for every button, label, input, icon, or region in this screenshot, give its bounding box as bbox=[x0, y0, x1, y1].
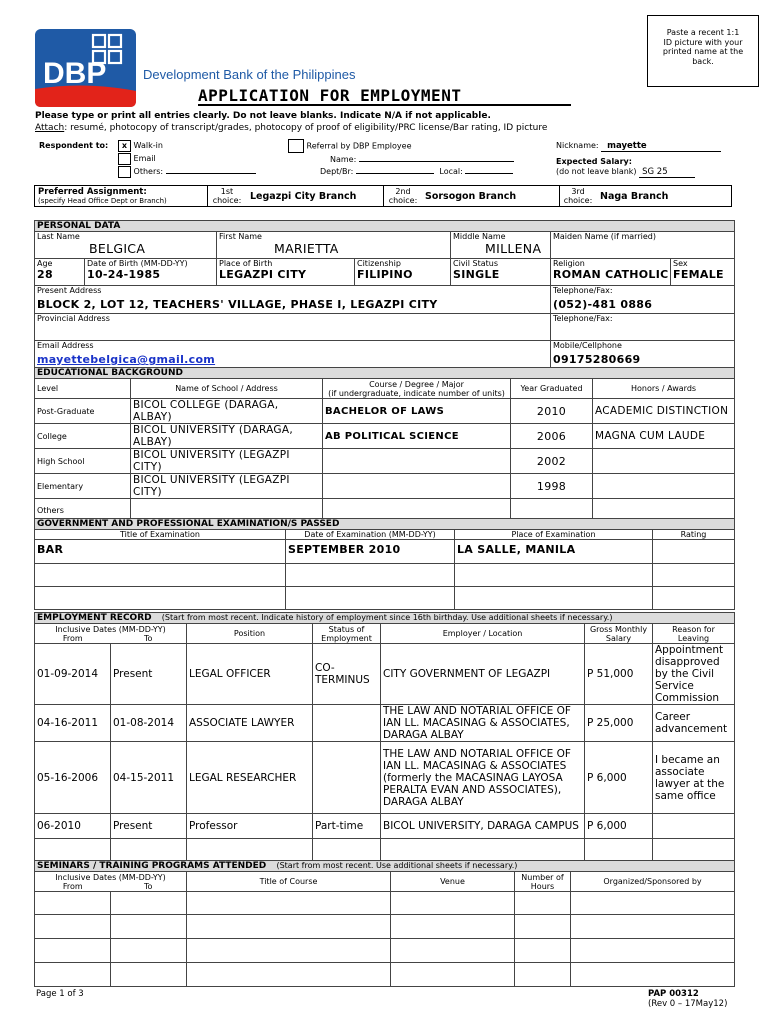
table-row bbox=[35, 644, 735, 705]
referral-local-field[interactable] bbox=[465, 173, 513, 174]
sem-org[interactable] bbox=[571, 892, 735, 915]
edu-level: Post-Graduate bbox=[35, 399, 131, 424]
table-row bbox=[35, 424, 735, 449]
sem-title[interactable] bbox=[187, 892, 391, 915]
sem-to[interactable] bbox=[111, 915, 187, 939]
photo-box[interactable] bbox=[647, 15, 759, 87]
emp-reason[interactable]: Career advancement bbox=[653, 705, 735, 742]
edu-course[interactable] bbox=[323, 474, 511, 499]
emp-status[interactable] bbox=[313, 742, 381, 814]
form-title: APPLICATION FOR EMPLOYMENT bbox=[198, 86, 462, 105]
preferred-assignment-box bbox=[34, 185, 732, 207]
emp-salary[interactable]: P 25,000 bbox=[585, 705, 653, 742]
sem-org[interactable] bbox=[571, 915, 735, 939]
sem-header-hours-l1: Number of bbox=[521, 872, 564, 882]
table-row bbox=[35, 814, 735, 839]
walkin-checkbox[interactable]: x bbox=[118, 140, 131, 152]
emp-to[interactable]: 04-15-2011 bbox=[111, 742, 187, 814]
sem-title[interactable] bbox=[187, 963, 391, 987]
table-row bbox=[35, 892, 735, 915]
referral-name-field[interactable] bbox=[359, 161, 514, 162]
edu-year[interactable]: 1998 bbox=[511, 474, 593, 499]
pob-cell[interactable] bbox=[217, 259, 355, 286]
emp-from[interactable]: 05-16-2006 bbox=[35, 742, 111, 814]
emp-header-status-l2: Employment bbox=[321, 633, 372, 643]
exam-header-title: Title of Examination bbox=[35, 530, 286, 540]
edu-course[interactable]: AB POLITICAL SCIENCE bbox=[323, 424, 511, 449]
dob-value: 10-24-1985 bbox=[87, 268, 161, 281]
attach-label: Attach bbox=[35, 123, 65, 133]
emp-status[interactable] bbox=[313, 705, 381, 742]
middle-name-label: Middle Name bbox=[453, 232, 506, 241]
emp-header-salary-l2: Salary bbox=[605, 633, 632, 643]
divider bbox=[207, 186, 208, 206]
personal-data-table bbox=[34, 220, 735, 368]
sem-venue[interactable] bbox=[391, 939, 515, 963]
sem-header-org: Organized/Sponsored by bbox=[571, 872, 735, 892]
middle-name-cell[interactable] bbox=[451, 232, 551, 259]
emp-position[interactable]: LEGAL OFFICER bbox=[187, 644, 313, 705]
emp-position[interactable]: Professor bbox=[187, 814, 313, 839]
dob-cell[interactable] bbox=[85, 259, 217, 286]
provincial-address-label: Provincial Address bbox=[37, 314, 110, 323]
sem-header-from: From bbox=[62, 881, 83, 891]
edu-year[interactable]: 2010 bbox=[511, 399, 593, 424]
emp-employer[interactable]: THE LAW AND NOTARIAL OFFICE OF IAN LL. MACASINAG & ASSOCIATES (formerly the MACASINAG LAYOSA PERALTA EVAN AND ASSOCIATES), DARAGA ALBAY bbox=[381, 742, 585, 814]
respondent-options bbox=[118, 139, 256, 178]
edu-header-honors: Honors / Awards bbox=[593, 379, 735, 399]
sex-label: Sex bbox=[673, 259, 688, 268]
sem-header-dates-label: Inclusive Dates (MM-DD-YY) bbox=[55, 872, 166, 882]
table-row bbox=[35, 449, 735, 474]
emp-to[interactable]: 01-08-2014 bbox=[111, 705, 187, 742]
exam-title[interactable]: BAR bbox=[35, 540, 286, 564]
sem-from[interactable] bbox=[35, 892, 111, 915]
last-name-value: BELGICA bbox=[89, 241, 146, 256]
emp-salary[interactable]: P 6,000 bbox=[585, 742, 653, 814]
telephone2-cell[interactable] bbox=[551, 314, 735, 341]
third-choice-label bbox=[562, 187, 594, 205]
sem-to[interactable] bbox=[111, 939, 187, 963]
emp-status[interactable] bbox=[313, 839, 381, 861]
sem-from[interactable] bbox=[35, 915, 111, 939]
telephone-cell[interactable] bbox=[551, 286, 735, 314]
telephone-label: Telephone/Fax: bbox=[553, 286, 613, 295]
walkin-label: Walk-in bbox=[133, 141, 163, 150]
assignment-sublabel: (specify Head Office Dept or Branch) bbox=[38, 197, 167, 205]
exam-rating[interactable] bbox=[653, 587, 735, 610]
salary-note: (do not leave blank) bbox=[556, 167, 637, 176]
sem-org[interactable] bbox=[571, 939, 735, 963]
exam-place[interactable] bbox=[455, 564, 653, 587]
sem-header-venue: Venue bbox=[391, 872, 515, 892]
referral-dept-row bbox=[320, 167, 513, 176]
table-row bbox=[35, 839, 735, 861]
emp-header-reason-l1: Reason for bbox=[672, 624, 715, 634]
third-choice-value[interactable]: Naga Branch bbox=[600, 191, 669, 202]
second-choice-l1: 2nd bbox=[395, 187, 411, 196]
emp-header-from: From bbox=[62, 633, 83, 643]
edu-honors[interactable]: MAGNA CUM LAUDE bbox=[593, 424, 735, 449]
sem-venue[interactable] bbox=[391, 963, 515, 987]
sem-venue[interactable] bbox=[391, 892, 515, 915]
civil-status-value: SINGLE bbox=[453, 268, 500, 281]
edu-header-course-l2: (if undergraduate, indicate number of units) bbox=[328, 388, 505, 398]
sem-hours[interactable] bbox=[515, 939, 571, 963]
religion-label: Religion bbox=[553, 259, 585, 268]
edu-header-year: Year Graduated bbox=[511, 379, 593, 399]
exam-header-date: Date of Examination (MM-DD-YY) bbox=[286, 530, 455, 540]
edu-header-school: Name of School / Address bbox=[131, 379, 323, 399]
edu-level: High School bbox=[35, 449, 131, 474]
emp-reason[interactable]: I became an associate lawyer at the same office bbox=[653, 742, 735, 814]
table-row bbox=[35, 915, 735, 939]
table-row bbox=[35, 705, 735, 742]
salary-label: Expected Salary: bbox=[556, 157, 632, 166]
nickname-field[interactable] bbox=[601, 141, 721, 152]
salary-value: SG 25 bbox=[642, 167, 668, 177]
referral-group bbox=[288, 139, 412, 153]
nickname-value: mayette bbox=[607, 141, 647, 151]
provincial-address-cell[interactable] bbox=[35, 314, 551, 341]
emp-header-to: To bbox=[144, 633, 153, 643]
instructions: Please type or print all entries clearly. Do not leave blanks. Indicate N/A if not applicable. bbox=[35, 111, 491, 121]
edu-course[interactable]: BACHELOR OF LAWS bbox=[323, 399, 511, 424]
sem-header-to: To bbox=[144, 881, 153, 891]
exam-header-rating: Rating bbox=[653, 530, 735, 540]
seminars-header-bar bbox=[35, 861, 735, 872]
form-revision: (Rev 0 – 17May12) bbox=[648, 999, 728, 1009]
exams-section-title: GOVERNMENT AND PROFESSIONAL EXAMINATION/S PASSED bbox=[35, 519, 735, 530]
edu-honors[interactable] bbox=[593, 449, 735, 474]
edu-header-level: Level bbox=[35, 379, 131, 399]
emp-to[interactable]: Present bbox=[111, 644, 187, 705]
edu-school[interactable]: BICOL UNIVERSITY (DARAGA, ALBAY) bbox=[131, 424, 323, 449]
title-underline bbox=[198, 104, 571, 106]
emp-from[interactable]: 06-2010 bbox=[35, 814, 111, 839]
emp-header-employer: Employer / Location bbox=[381, 624, 585, 644]
table-row bbox=[35, 540, 735, 564]
table-row bbox=[35, 742, 735, 814]
emp-salary[interactable] bbox=[585, 839, 653, 861]
emp-reason[interactable] bbox=[653, 839, 735, 861]
table-row bbox=[35, 474, 735, 499]
emp-header-status-l1: Status of bbox=[328, 624, 365, 634]
divider bbox=[559, 186, 560, 206]
first-name-value: MARIETTA bbox=[274, 241, 339, 256]
bank-name: Development Bank of the Philippines bbox=[143, 67, 356, 82]
nickname-label: Nickname: bbox=[556, 141, 599, 150]
emp-position[interactable] bbox=[187, 839, 313, 861]
seminars-section-title: SEMINARS / TRAINING PROGRAMS ATTENDED bbox=[37, 861, 267, 871]
emp-header-reason-l2: Leaving bbox=[677, 633, 710, 643]
referral-dept-field[interactable] bbox=[356, 173, 434, 174]
seminars-table bbox=[34, 860, 735, 987]
dob-label: Date of Birth (MM-DD-YY) bbox=[87, 259, 188, 268]
employment-header-bar bbox=[35, 613, 735, 624]
sem-venue[interactable] bbox=[391, 915, 515, 939]
edu-year[interactable]: 2002 bbox=[511, 449, 593, 474]
dbp-logo bbox=[35, 29, 136, 107]
maiden-name-label: Maiden Name (if married) bbox=[553, 232, 656, 241]
emp-position[interactable]: ASSOCIATE LAWYER bbox=[187, 705, 313, 742]
attach-text: : resumé, photocopy of transcript/grades, photocopy of proof of eligibility/PRC license/Bar rating, ID picture bbox=[64, 123, 548, 133]
emp-header-position: Position bbox=[187, 624, 313, 644]
present-address-label: Present Address bbox=[37, 286, 102, 295]
edu-level: College bbox=[35, 424, 131, 449]
sem-to[interactable] bbox=[111, 963, 187, 987]
mobile-value: 09175280669 bbox=[553, 353, 641, 366]
edu-course[interactable] bbox=[323, 449, 511, 474]
edu-header-course-l1: Course / Degree / Major bbox=[369, 379, 464, 389]
education-table bbox=[34, 367, 735, 523]
emp-position[interactable]: LEGAL RESEARCHER bbox=[187, 742, 313, 814]
sem-header-title: Title of Course bbox=[187, 872, 391, 892]
last-name-label: Last Name bbox=[37, 232, 80, 241]
referral-checkbox[interactable] bbox=[288, 139, 304, 153]
civil-status-cell[interactable] bbox=[451, 259, 551, 286]
second-choice-value[interactable]: Sorsogon Branch bbox=[425, 191, 517, 202]
exam-rating[interactable] bbox=[653, 564, 735, 587]
form-code: PAP 00312 bbox=[648, 989, 699, 999]
last-name-cell[interactable] bbox=[35, 232, 217, 259]
first-choice-label bbox=[211, 187, 243, 205]
emp-employer[interactable] bbox=[381, 839, 585, 861]
sex-value: FEMALE bbox=[673, 268, 724, 281]
emp-header-dates bbox=[35, 624, 187, 644]
maiden-name-cell[interactable] bbox=[551, 232, 735, 259]
emp-status[interactable]: Part-time bbox=[313, 814, 381, 839]
exam-title[interactable] bbox=[35, 587, 286, 610]
second-choice-label bbox=[387, 187, 419, 205]
referral-label: Referral by DBP Employee bbox=[306, 141, 412, 151]
sem-header-dates bbox=[35, 872, 187, 892]
first-name-label: First Name bbox=[219, 232, 262, 241]
employment-section-title: EMPLOYMENT RECORD bbox=[37, 613, 152, 623]
exam-rating[interactable] bbox=[653, 540, 735, 564]
photo-note: Paste a recent 1:1 ID picture with your printed name at the back. bbox=[662, 28, 744, 66]
assignment-label: Preferred Assignment: bbox=[38, 187, 147, 197]
exam-title[interactable] bbox=[35, 564, 286, 587]
table-row bbox=[35, 399, 735, 424]
second-choice-l2: choice: bbox=[388, 196, 418, 205]
first-name-cell[interactable] bbox=[217, 232, 451, 259]
exam-date[interactable] bbox=[286, 587, 455, 610]
email-value[interactable]: mayettebelgica@gmail.com bbox=[37, 353, 216, 366]
mobile-label: Mobile/Cellphone bbox=[553, 341, 622, 350]
edu-year[interactable]: 2006 bbox=[511, 424, 593, 449]
nickname-row bbox=[556, 141, 721, 152]
citizenship-value: FILIPINO bbox=[357, 268, 413, 281]
citizenship-label: Citizenship bbox=[357, 259, 401, 268]
edu-honors[interactable]: ACADEMIC DISTINCTION bbox=[593, 399, 735, 424]
first-choice-l2: choice: bbox=[212, 196, 242, 205]
emp-to[interactable] bbox=[111, 839, 187, 861]
pob-value: LEGAZPI CITY bbox=[219, 268, 307, 281]
age-label: Age bbox=[37, 259, 53, 268]
employment-table bbox=[34, 612, 735, 861]
exam-place[interactable] bbox=[455, 587, 653, 610]
exam-date[interactable]: SEPTEMBER 2010 bbox=[286, 540, 455, 564]
present-address-value: BLOCK 2, LOT 12, TEACHERS' VILLAGE, PHASE I, LEGAZPI CITY bbox=[37, 298, 438, 311]
referral-name-row bbox=[330, 155, 514, 164]
edu-level: Elementary bbox=[35, 474, 131, 499]
emp-status[interactable]: CO-TERMINUS bbox=[313, 644, 381, 705]
sex-cell[interactable] bbox=[671, 259, 735, 286]
emp-salary[interactable]: P 51,000 bbox=[585, 644, 653, 705]
pob-label: Place of Birth bbox=[219, 259, 273, 268]
edu-school[interactable]: BICOL UNIVERSITY (LEGAZPI CITY) bbox=[131, 474, 323, 499]
edu-header-course bbox=[323, 379, 511, 399]
civil-status-label: Civil Status bbox=[453, 259, 499, 268]
respondent-label: Respondent to: bbox=[39, 141, 109, 150]
emp-employer[interactable]: THE LAW AND NOTARIAL OFFICE OF IAN LL. MACASINAG & ASSOCIATES, DARAGA ALBAY bbox=[381, 705, 585, 742]
first-choice-l1: 1st bbox=[220, 187, 234, 196]
middle-name-value: MILLENA bbox=[485, 241, 542, 256]
table-row bbox=[35, 587, 735, 610]
age-cell[interactable] bbox=[35, 259, 85, 286]
referral-local-label: Local: bbox=[439, 167, 463, 176]
sem-from[interactable] bbox=[35, 939, 111, 963]
edu-school[interactable]: BICOL UNIVERSITY (LEGAZPI CITY) bbox=[131, 449, 323, 474]
third-choice-l1: 3rd bbox=[571, 187, 585, 196]
mobile-cell[interactable] bbox=[551, 341, 735, 368]
sem-hours[interactable] bbox=[515, 892, 571, 915]
emp-header-salary bbox=[585, 624, 653, 644]
telephone2-label: Telephone/Fax: bbox=[553, 314, 613, 323]
employment-note: (Start from most recent. Indicate history of employment since 16th birthday. Use additional sheets if necessary.) bbox=[161, 613, 613, 622]
divider bbox=[383, 186, 384, 206]
email-label: Email bbox=[133, 154, 156, 163]
attach-line bbox=[35, 123, 547, 133]
sem-org[interactable] bbox=[571, 963, 735, 987]
emp-employer[interactable]: BICOL UNIVERSITY, DARAGA CAMPUS bbox=[381, 814, 585, 839]
page-number: Page 1 of 3 bbox=[36, 989, 84, 999]
sem-hours[interactable] bbox=[515, 963, 571, 987]
exam-place[interactable]: LA SALLE, MANILA bbox=[455, 540, 653, 564]
email-cell[interactable] bbox=[35, 341, 551, 368]
emp-header-dates-label: Inclusive Dates (MM-DD-YY) bbox=[55, 624, 166, 634]
sem-title[interactable] bbox=[187, 915, 391, 939]
sem-hours[interactable] bbox=[515, 915, 571, 939]
sem-to[interactable] bbox=[111, 892, 187, 915]
table-row bbox=[35, 939, 735, 963]
personal-section-title: PERSONAL DATA bbox=[35, 221, 735, 232]
third-choice-l2: choice: bbox=[563, 196, 593, 205]
emp-salary[interactable]: P 6,000 bbox=[585, 814, 653, 839]
emp-reason[interactable] bbox=[653, 814, 735, 839]
exams-table bbox=[34, 518, 735, 610]
telephone-value: (052)-481 0886 bbox=[553, 298, 653, 311]
others-label: Others: bbox=[133, 167, 164, 176]
table-row bbox=[35, 564, 735, 587]
emp-header-status bbox=[313, 624, 381, 644]
education-section-title: EDUCATIONAL BACKGROUND bbox=[35, 368, 735, 379]
emp-from[interactable]: 04-16-2011 bbox=[35, 705, 111, 742]
others-checkbox[interactable] bbox=[118, 166, 131, 178]
edu-school[interactable]: BICOL COLLEGE (DARAGA, ALBAY) bbox=[131, 399, 323, 424]
edu-level: Others bbox=[35, 499, 131, 523]
salary-field[interactable] bbox=[639, 167, 695, 178]
sem-header-hours bbox=[515, 872, 571, 892]
referral-dept-label: Dept/Br: bbox=[320, 167, 354, 176]
email-checkbox[interactable] bbox=[118, 153, 131, 165]
sem-from[interactable] bbox=[35, 963, 111, 987]
exam-date[interactable] bbox=[286, 564, 455, 587]
first-choice-value[interactable]: Legazpi City Branch bbox=[250, 191, 357, 202]
sem-title[interactable] bbox=[187, 939, 391, 963]
email-label: Email Address bbox=[37, 341, 94, 350]
present-address-cell[interactable] bbox=[35, 286, 551, 314]
emp-reason[interactable]: Appointment disapproved by the Civil Service Commission bbox=[653, 644, 735, 705]
emp-to[interactable]: Present bbox=[111, 814, 187, 839]
others-field[interactable] bbox=[166, 173, 256, 174]
emp-header-salary-l1: Gross Monthly bbox=[589, 624, 648, 634]
table-row bbox=[35, 963, 735, 987]
emp-header-reason bbox=[653, 624, 735, 644]
referral-name-label: Name: bbox=[330, 155, 357, 164]
emp-employer[interactable]: CITY GOVERNMENT OF LEGAZPI bbox=[381, 644, 585, 705]
seminars-note: (Start from most recent. Use additional sheets if necessary.) bbox=[276, 861, 518, 870]
emp-from[interactable] bbox=[35, 839, 111, 861]
religion-value: ROMAN CATHOLIC bbox=[553, 268, 669, 281]
exam-header-place: Place of Examination bbox=[455, 530, 653, 540]
age-value: 28 bbox=[37, 268, 53, 281]
svg-text:DBP: DBP bbox=[43, 57, 107, 90]
sem-header-hours-l2: Hours bbox=[530, 881, 555, 891]
citizenship-cell[interactable] bbox=[355, 259, 451, 286]
edu-honors[interactable] bbox=[593, 474, 735, 499]
emp-from[interactable]: 01-09-2014 bbox=[35, 644, 111, 705]
religion-cell[interactable] bbox=[551, 259, 671, 286]
salary-row bbox=[556, 167, 695, 178]
